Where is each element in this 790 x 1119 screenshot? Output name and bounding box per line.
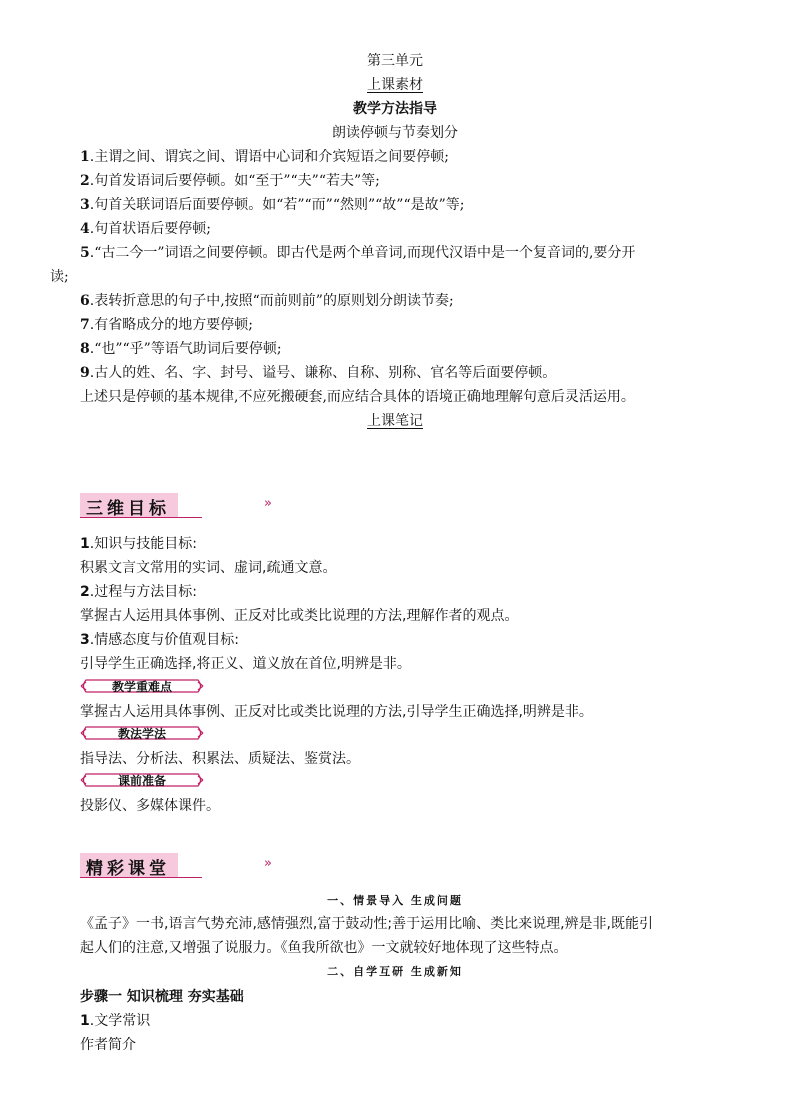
subsection-heading: 二、自学互研 生成新知 [327, 965, 463, 978]
rule-item: 1.主谓之间、谓宾之间、谓语中心词和介宾短语之间要停顿; [80, 149, 449, 165]
intro-text: 《孟子》一书,语言气势充沛,感情强烈,富于鼓动性;善于运用比喻、类比来说理,辨是非,既能引 [80, 916, 653, 932]
key-points-tag: 教学重难点 [80, 677, 204, 695]
goals-banner: 三维目标 » [80, 493, 202, 518]
rule-item: 7.有省略成分的地方要停顿; [80, 317, 253, 333]
summary-text: 上述只是停顿的基本规律,不应死搬硬套,而应结合具体的语境正确地理解句意后灵活运用。 [80, 389, 635, 405]
rule-item-continuation: 读; [50, 269, 69, 285]
lit-heading: 1.文学常识 [80, 1013, 151, 1029]
rule-item: 5.“古二今一”词语之间要停顿。即古代是两个单音词,而现代汉语中是一个复音词的,要分开 [80, 245, 636, 261]
double-arrow-icon: » [264, 856, 272, 871]
rule-item: 2.句首发语词后要停顿。如“至于”“夫”“若夫”等; [80, 173, 380, 189]
rule-item: 4.句首状语后要停顿; [80, 221, 211, 237]
step-heading: 步骤一 知识梳理 夯实基础 [80, 989, 244, 1005]
goal-head: 3.情感态度与价值观目标: [80, 632, 239, 648]
material-title: 上课素材 [367, 77, 423, 93]
methods-text: 指导法、分析法、积累法、质疑法、鉴赏法。 [80, 751, 360, 767]
prep-tag: 课前准备 [80, 771, 204, 789]
classroom-banner: 精彩课堂 » [80, 853, 202, 878]
rule-item: 6.表转折意思的句子中,按照“而前则前”的原则划分朗读节奏; [80, 293, 454, 309]
guide-title: 教学方法指导 [353, 101, 437, 117]
intro-text: 起人们的注意,又增强了说服力。《鱼我所欲也》一文就较好地体现了这些特点。 [80, 940, 568, 956]
goal-body: 积累文言文常用的实词、虚词,疏通文意。 [80, 560, 337, 576]
topic-title: 朗读停顿与节奏划分 [332, 125, 458, 141]
subsection-heading: 一、情景导入 生成问题 [327, 894, 463, 907]
methods-tag: 教法学法 [80, 724, 204, 742]
key-points-text: 掌握古人运用具体事例、正反对比或类比说理的方法,引导学生正确选择,明辨是非。 [80, 704, 593, 720]
prep-text: 投影仪、多媒体课件。 [80, 798, 220, 814]
unit-title: 第三单元 [367, 53, 423, 69]
double-arrow-icon: » [264, 496, 272, 511]
goal-head: 1.知识与技能目标: [80, 536, 197, 552]
rule-item: 3.句首关联词语后面要停顿。如“若”“而”“然则”“故”“是故”等; [80, 197, 465, 213]
goal-body: 掌握古人运用具体事例、正反对比或类比说理的方法,理解作者的观点。 [80, 608, 519, 624]
goal-head: 2.过程与方法目标: [80, 584, 197, 600]
notes-title: 上课笔记 [367, 413, 423, 429]
rule-item: 8.“也”“乎”等语气助词后要停顿; [80, 341, 282, 357]
goal-body: 引导学生正确选择,将正义、道义放在首位,明辨是非。 [80, 656, 411, 672]
rule-item: 9.古人的姓、名、字、封号、谥号、谦称、自称、别称、官名等后面要停顿。 [80, 365, 557, 381]
author-heading: 作者简介 [80, 1037, 136, 1053]
